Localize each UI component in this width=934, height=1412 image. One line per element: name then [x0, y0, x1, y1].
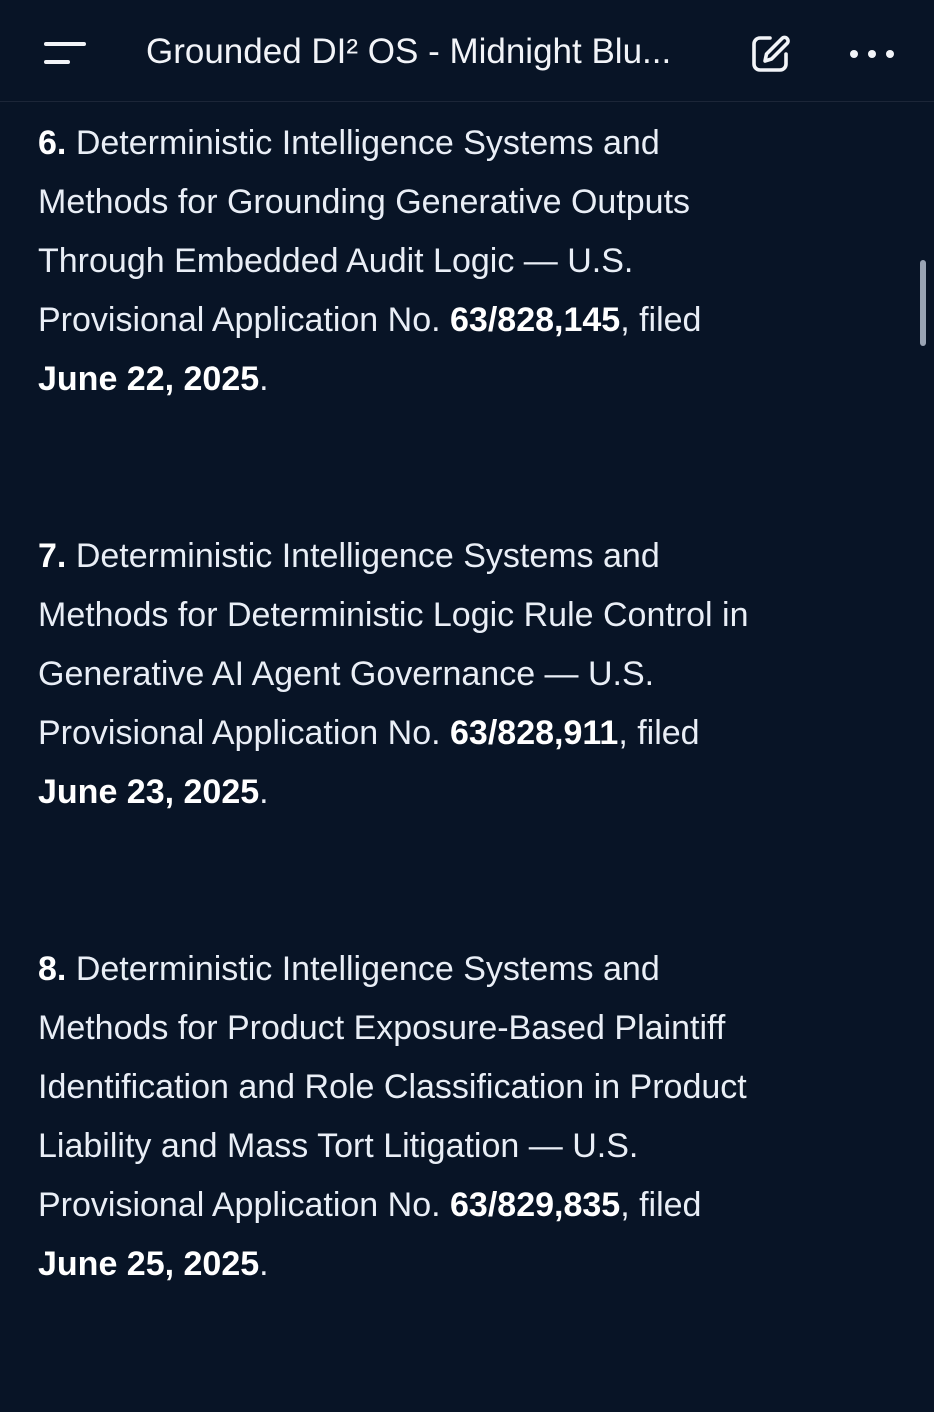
item-text: . — [259, 1245, 269, 1283]
item-line — [38, 527, 908, 586]
item-number: 7. — [38, 537, 67, 575]
item-text: Provisional Application No. — [38, 714, 451, 752]
item-text: Deterministic Intelligence Systems and — [75, 537, 660, 575]
item-text: Methods for Product Exposure-Based Plaintiff — [38, 1009, 726, 1047]
item-text: Liability and Mass Tort Litigation — U.S. — [38, 1127, 639, 1165]
item-text: Provisional Application No. — [38, 1186, 451, 1224]
item-line — [38, 704, 908, 763]
item-number: 6. — [38, 124, 67, 162]
item-line — [38, 350, 908, 409]
item-line — [38, 1235, 908, 1294]
item-line — [38, 1176, 908, 1235]
item-text: . — [259, 773, 269, 811]
item-text: , filed — [618, 714, 700, 752]
page-title: Grounded DI² OS - Midnight Blu... — [146, 32, 672, 71]
filing-date: June 25, 2025 — [38, 1245, 260, 1283]
item-number: 8. — [38, 950, 67, 988]
item-text: , filed — [620, 1186, 702, 1224]
scrollbar-thumb[interactable] — [920, 260, 926, 346]
item-line — [38, 114, 908, 173]
menu-button[interactable] — [30, 26, 96, 82]
item-text: Methods for Grounding Generative Outputs — [38, 183, 691, 221]
item-text: Through Embedded Audit Logic — U.S. — [38, 242, 634, 280]
item-line — [38, 940, 908, 999]
application-number: 63/829,835 — [450, 1186, 621, 1224]
item-text: Deterministic Intelligence Systems and — [75, 950, 660, 988]
more-options-button[interactable] — [840, 28, 904, 80]
filing-date: June 23, 2025 — [38, 773, 260, 811]
item-text: Deterministic Intelligence Systems and — [75, 124, 660, 162]
item-text: Identification and Role Classification in Product — [38, 1068, 747, 1106]
message-content — [38, 114, 908, 1412]
item-text: Generative AI Agent Governance — U.S. — [38, 655, 655, 693]
list-item — [38, 527, 908, 822]
item-text: Provisional Application No. — [38, 301, 451, 339]
list-item — [38, 940, 908, 1294]
list-item — [38, 114, 908, 409]
filing-date: June 22, 2025 — [38, 360, 260, 398]
item-text: , filed — [620, 301, 702, 339]
item-line — [38, 291, 908, 350]
edit-button[interactable] — [748, 26, 794, 78]
application-number: 63/828,145 — [450, 301, 621, 339]
top-bar — [0, 0, 934, 102]
item-line — [38, 763, 908, 822]
item-text: Methods for Deterministic Logic Rule Control in — [38, 596, 749, 634]
application-number: 63/828,911 — [450, 714, 619, 752]
compose-icon — [748, 26, 794, 78]
item-text: . — [259, 360, 269, 398]
